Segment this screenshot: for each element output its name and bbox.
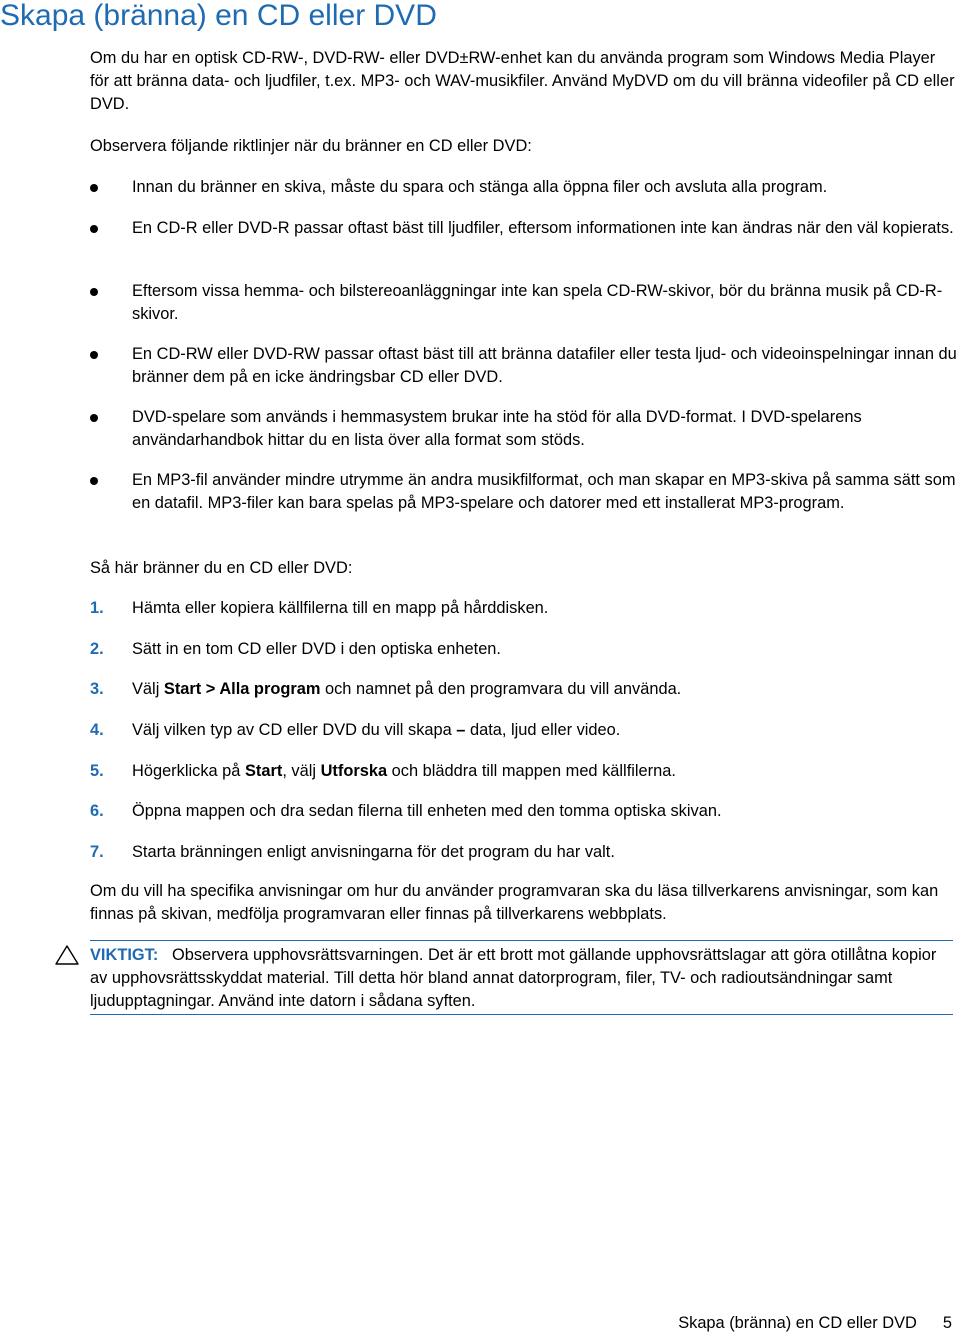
list-item: DVD-spelare som används i hemmasystem brukar inte ha stöd för alla DVD-format. I DVD-spelarens användarhandbok hittar du en lista över alla format som stöds. [132, 408, 862, 449]
bullet-dot [90, 288, 98, 296]
list-item: En MP3-fil använder mindre utrymme än andra musikfilformat, och man skapar en MP3-skiva på samma sätt som en datafil. MP3-filer kan bara spelas på MP3-spelare och datorer med ett installerat MP3-program. [132, 471, 956, 512]
warning-top-rule [90, 940, 953, 941]
step-number: 4. [90, 721, 104, 739]
step-text: Starta bränningen enligt anvisningarna för det program du har valt. [132, 843, 615, 861]
bold-term: Start [244, 762, 283, 780]
bold-term: Start [163, 680, 202, 698]
guidelines-intro: Observera följande riktlinjer när du bränner en CD eller DVD: [90, 137, 532, 155]
list-item: En CD-R eller DVD-R passar oftast bäst till ljudfiler, eftersom informationen inte kan ändras när den väl kopierats. [132, 219, 954, 237]
bullet-dot [90, 184, 98, 192]
list-item: Innan du bränner en skiva, måste du spara och stänga alla öppna filer och avsluta alla program. [132, 178, 828, 196]
outro-paragraph: Om du vill ha specifika anvisningar om hur du använder programvaran ska du läsa tillverkarens anvisningar, som kan finnas på skivan, medfölja programvaran eller finnas på tillverkarens webbplats. [90, 882, 939, 923]
step-number: 5. [90, 762, 104, 780]
em-dash: – [456, 721, 466, 739]
page-number: 5 [942, 1314, 952, 1332]
step-text: Öppna mappen och dra sedan filerna till enheten med den tomma optiska skivan. [132, 802, 722, 820]
list-item: Eftersom vissa hemma- och bilstereoanläggningar inte kan spela CD-RW-skivor, bör du bränna musik på CD-R-skivor. [132, 282, 943, 323]
list-item: En CD-RW eller DVD-RW passar oftast bäst till att bränna datafiler eller testa ljud- och videoinspelningar innan du bränner dem på en icke ändringsbar CD eller DVD. [132, 345, 957, 386]
warning-body: Observera upphovsrättsvarningen. Det är ett brott mot gällande upphovsrättslagar att göra otillåtna kopior av upphovsrättsskyddat material. Till detta hör bland annat datorprogram, filer, TV- och radioutsändningar samt ljudupptagningar. Använd inte datorn i sådana syften. [90, 946, 937, 1010]
warning-label: VIKTIGT: [90, 946, 159, 964]
step-number: 3. [90, 680, 104, 698]
bold-term: Alla program [219, 680, 321, 698]
page-title: Skapa (bränna) en CD eller DVD [0, 0, 437, 32]
page-footer [678, 1312, 952, 1335]
step-number: 1. [90, 599, 104, 617]
step-text: Högerklicka på Start, välj Utforska och bläddra till mappen med källfilerna. [132, 762, 676, 780]
bullet-dot [90, 351, 98, 359]
warning-triangle-icon [54, 944, 80, 966]
step-text: Välj Start > Alla program och namnet på den programvara du vill använda. [132, 680, 682, 698]
bold-term: > [201, 680, 220, 698]
step-number: 6. [90, 802, 104, 820]
step-text: Hämta eller kopiera källfilerna till en mapp på hårddisken. [132, 599, 549, 617]
bullet-dot [90, 477, 98, 485]
step-text: Sätt in en tom CD eller DVD i den optiska enheten. [132, 640, 501, 658]
bullet-dot [90, 414, 98, 422]
warning-text [90, 944, 956, 1013]
warning-bottom-rule [90, 1014, 953, 1015]
footer-title: Skapa (bränna) en CD eller DVD [678, 1314, 917, 1332]
step-number: 7. [90, 843, 104, 861]
bold-term: Utforska [320, 762, 388, 780]
step-text: Välj vilken typ av CD eller DVD du vill skapa – data, ljud eller video. [132, 721, 621, 739]
bullet-dot [90, 225, 98, 233]
steps-intro: Så här bränner du en CD eller DVD: [90, 559, 353, 577]
step-number: 2. [90, 640, 104, 658]
intro-paragraph: Om du har en optisk CD-RW-, DVD-RW- eller DVD±RW-enhet kan du använda program som Windows Media Player för att bränna data- och ljudfiler, t.ex. MP3- och WAV-musikfiler. Använd MyDVD om du vill bränna videofiler på CD eller DVD. [90, 49, 955, 113]
